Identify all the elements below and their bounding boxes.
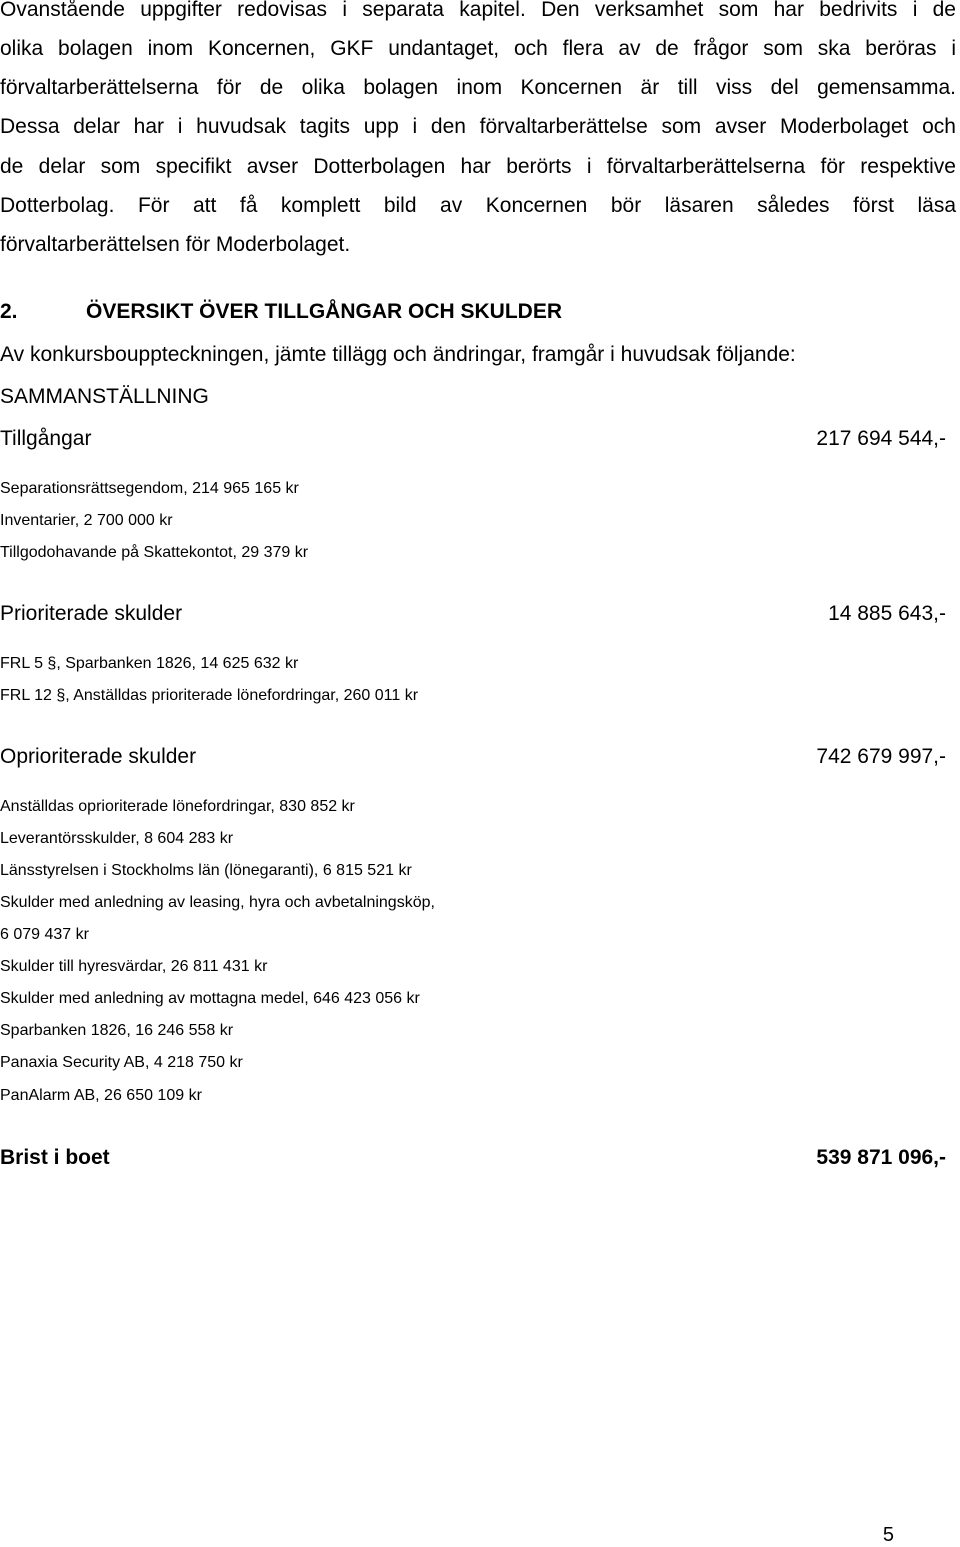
priority-debts-total: 14 885 643,- [828,602,946,625]
nonpriority-debt-item: Sparbanken 1826, 16 246 558 kr [0,1022,234,1039]
deficit-row [0,1146,946,1170]
asset-item: Tillgodohavande på Skattekontot, 29 379 kr [0,544,309,561]
intro-line-7: förvaltarberättelsen för Moderbolaget. [0,233,351,256]
assets-label: Tillgångar [0,427,92,450]
nonpriority-debt-item: Anställdas oprioriterade lönefordringar, 830 852 kr [0,798,355,815]
nonpriority-debt-item: Leverantörsskulder, 8 604 283 kr [0,830,234,847]
intro-line-5: de delar som specifikt avser Dotterbolagen har berörts i förvaltarberättelserna för respektive [0,155,956,178]
nonpriority-debts-label: Oprioriterade skulder [0,745,197,768]
intro-line-4: Dessa delar har i huvudsak tagits upp i den förvaltarberättelse som avser Moderbolaget och [0,115,956,138]
section-number: 2. [0,300,18,323]
nonpriority-debts-total: 742 679 997,- [816,745,946,768]
nonpriority-debt-item: PanAlarm AB, 26 650 109 kr [0,1087,202,1104]
nonpriority-debts-row [0,745,946,769]
assets-row [0,427,946,451]
summary-subtitle: SAMMANSTÄLLNING [0,385,209,408]
asset-item: Inventarier, 2 700 000 kr [0,512,173,529]
deficit-total: 539 871 096,- [816,1146,946,1169]
assets-total: 217 694 544,- [816,427,946,450]
asset-item: Separationsrättsegendom, 214 965 165 kr [0,480,299,497]
priority-debts-row [0,602,946,626]
nonpriority-debt-item: 6 079 437 kr [0,926,89,943]
priority-debt-item: FRL 12 §, Anställdas prioriterade lönefordringar, 260 011 kr [0,687,419,704]
intro-line-2: olika bolagen inom Koncernen, GKF undantaget, och flera av de frågor som ska beröras i [0,37,956,60]
intro-line-6: Dotterbolag. För att få komplett bild av Koncernen bör läsaren således först läsa [0,194,956,217]
section-title: ÖVERSIKT ÖVER TILLGÅNGAR OCH SKULDER [86,300,563,323]
intro-line-3: förvaltarberättelserna för de olika bolagen inom Koncernen är till viss del gemensamma. [0,76,956,99]
section-lead: Av konkursbouppteckningen, jämte tillägg och ändringar, framgår i huvudsak följande: [0,343,796,366]
deficit-label: Brist i boet [0,1146,110,1169]
page-number: 5 [882,1524,894,1546]
priority-debt-item: FRL 5 §, Sparbanken 1826, 14 625 632 kr [0,655,299,672]
priority-debts-label: Prioriterade skulder [0,602,183,625]
section-heading [0,300,562,324]
nonpriority-debt-item: Panaxia Security AB, 4 218 750 kr [0,1054,243,1071]
nonpriority-debt-item: Skulder till hyresvärdar, 26 811 431 kr [0,958,268,975]
nonpriority-debt-item: Skulder med anledning av mottagna medel, 646 423 056 kr [0,990,420,1007]
nonpriority-debt-item: Skulder med anledning av leasing, hyra och avbetalningsköp, [0,894,435,911]
nonpriority-debt-item: Länsstyrelsen i Stockholms län (lönegaranti), 6 815 521 kr [0,862,412,879]
intro-line-1: Ovanstående uppgifter redovisas i separata kapitel. Den verksamhet som har bedrivits i de [0,0,956,21]
